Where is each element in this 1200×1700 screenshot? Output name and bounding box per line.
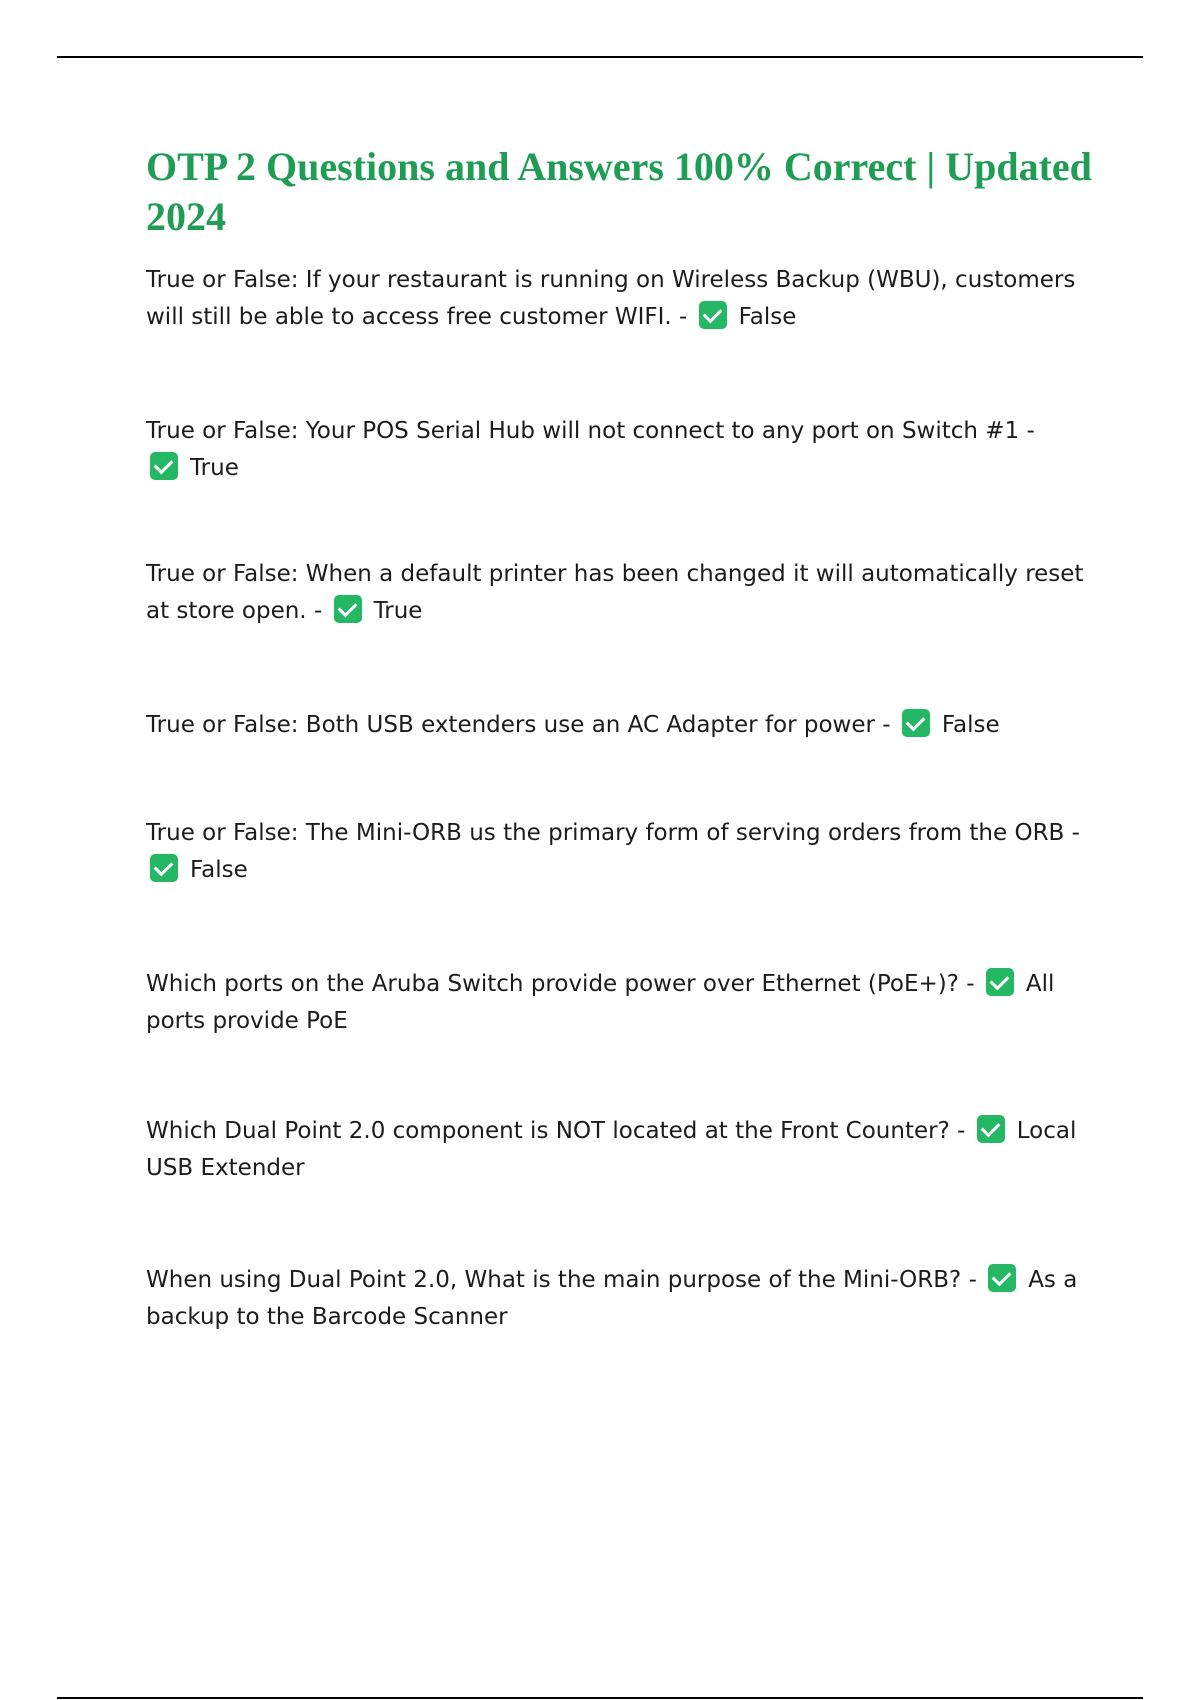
- qa-item: [146, 1113, 1086, 1187]
- separator: -: [882, 712, 891, 738]
- separator: -: [1026, 418, 1035, 444]
- check-icon: [699, 301, 727, 329]
- check-icon: [988, 1264, 1016, 1292]
- qa-item: [146, 556, 1086, 630]
- answer-text: False: [738, 304, 797, 330]
- bottom-rule: [57, 1697, 1143, 1699]
- answer-text: As a backup to the Barcode Scanner: [146, 1267, 1078, 1330]
- separator: -: [313, 598, 323, 624]
- separator: -: [679, 304, 688, 330]
- answer-text: All ports provide PoE: [146, 971, 1055, 1034]
- qa-item: [146, 966, 1086, 1040]
- check-icon: [150, 854, 178, 882]
- qa-item: [146, 262, 1086, 336]
- qa-item: [146, 815, 1086, 889]
- answer-text: False: [190, 857, 248, 883]
- answer-text: Local USB Extender: [146, 1118, 1077, 1181]
- question-text: True or False: The Mini-ORB us the primary form of serving orders from the ORB: [146, 820, 1065, 846]
- separator: -: [966, 971, 975, 997]
- question-text: True or False: Both USB extenders use an AC Adapter for power: [146, 712, 875, 738]
- qa-item: [146, 707, 1086, 744]
- qa-item: [146, 1262, 1086, 1336]
- answer-text: True: [373, 598, 423, 624]
- check-icon: [902, 709, 930, 737]
- qa-item: [146, 413, 1086, 487]
- separator: -: [957, 1118, 966, 1144]
- answer-text: True: [190, 455, 239, 481]
- check-icon: [977, 1115, 1005, 1143]
- question-text: Which Dual Point 2.0 component is NOT located at the Front Counter?: [146, 1118, 950, 1144]
- answer-text: False: [941, 712, 1000, 738]
- document-title: OTP 2 Questions and Answers 100% Correct | Updated 2024: [146, 144, 1092, 239]
- question-text: True or False: Your POS Serial Hub will not connect to any port on Switch #1: [146, 418, 1020, 444]
- question-text: When using Dual Point 2.0, What is the main purpose of the Mini-ORB?: [146, 1267, 962, 1293]
- separator: -: [968, 1267, 977, 1293]
- check-icon: [150, 452, 178, 480]
- top-rule: [57, 56, 1143, 58]
- check-icon: [334, 595, 362, 623]
- question-text: Which ports on the Aruba Switch provide power over Ethernet (PoE+)?: [146, 971, 959, 997]
- separator: -: [1071, 820, 1080, 846]
- question-text: True or False: When a default printer has been changed it will automatically reset at store open.: [146, 561, 1084, 624]
- check-icon: [986, 968, 1014, 996]
- question-text: True or False: If your restaurant is running on Wireless Backup (WBU), customers will still be able to access free customer WIFI.: [146, 267, 1076, 330]
